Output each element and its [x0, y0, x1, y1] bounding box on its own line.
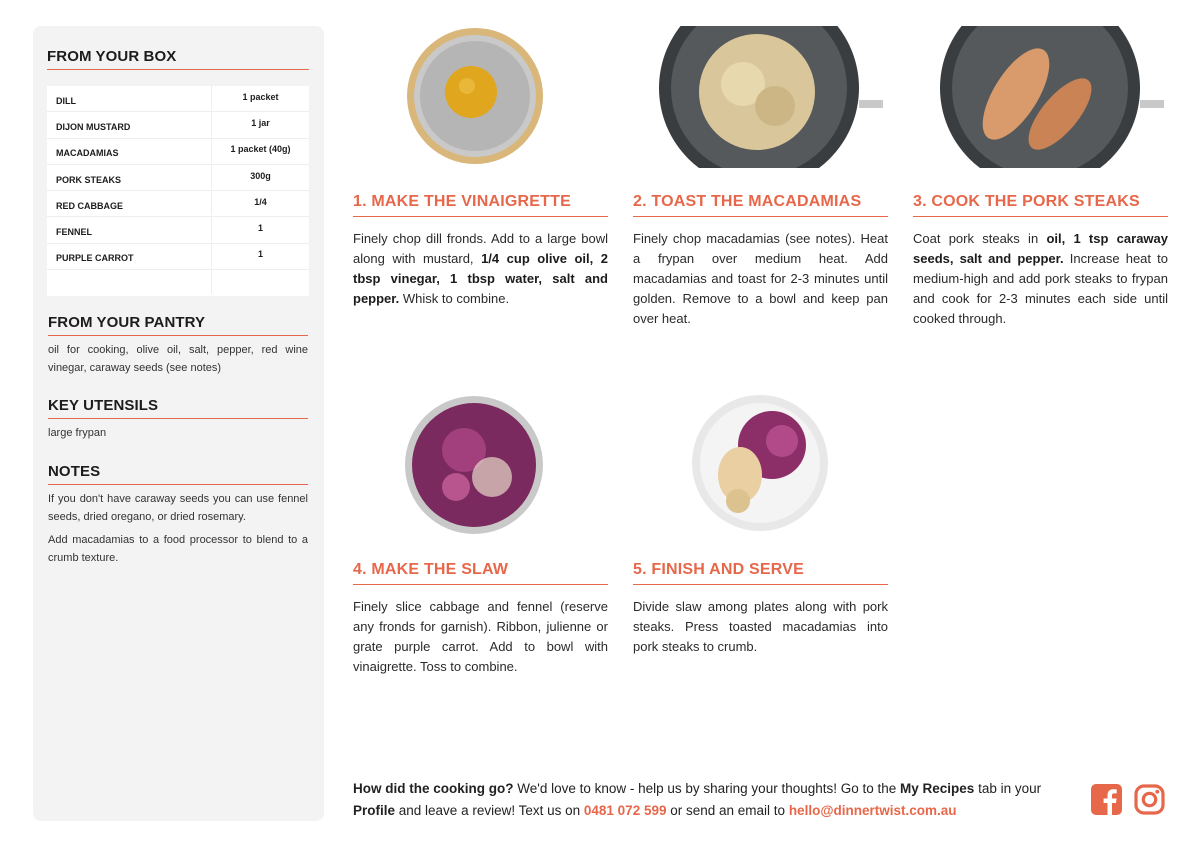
ingredient-name: RED CABBAGE [56, 200, 124, 211]
utensils-title: KEY UTENSILS [48, 397, 308, 419]
ingredient-row [47, 86, 309, 112]
ingredient-name: DILL [56, 95, 76, 106]
step-text-part: Divide slaw among plates along with pork steaks. Press toasted macadamias into pork steaks to crumb. [633, 599, 888, 654]
footer-text: and leave a review! Text us on [395, 803, 584, 818]
ingredient-name: PORK STEAKS [56, 174, 122, 185]
footer-text: tab in your [974, 781, 1042, 796]
ingredient-qty: 1/4 [211, 189, 309, 214]
step-title: 4. MAKE THE SLAW [353, 561, 608, 585]
step-text-bold: oil, 1 tsp caraway seeds, salt and pepper. [913, 231, 1169, 266]
ingredient-row [47, 270, 309, 296]
ingredient-row [47, 244, 309, 270]
note-item: Add macadamias to a food processor to blend to a crumb texture. [48, 534, 308, 564]
my-recipes-label: My Recipes [900, 781, 975, 796]
ingredient-name: MACADAMIAS [56, 148, 119, 159]
step-text [913, 229, 1168, 329]
ingredient-row [47, 139, 309, 165]
step-3 [913, 193, 1168, 329]
ingredient-row [47, 191, 309, 217]
ingredient-row [47, 112, 309, 138]
step-title: 3. COOK THE PORK STEAKS [913, 193, 1168, 217]
step-4 [353, 561, 608, 677]
ingredient-row [47, 217, 309, 243]
step-text-part: Coat pork steaks in [913, 231, 1047, 246]
ingredient-row [47, 165, 309, 191]
ingredient-qty: 300g [211, 163, 309, 188]
step-text [633, 597, 888, 657]
feedback-footer [353, 778, 1073, 822]
ingredient-qty: 1 jar [211, 110, 309, 135]
instagram-icon[interactable] [1134, 784, 1165, 815]
facebook-icon[interactable] [1091, 784, 1122, 815]
notes-section [48, 463, 308, 567]
note-item: If you don't have caraway seeds you can use fennel seeds, dried oregano, or dried rosemary. [48, 493, 308, 523]
step-text [633, 229, 888, 329]
phone-link[interactable]: 0481 072 599 [583, 803, 667, 818]
ingredient-qty: 1 packet [211, 84, 309, 109]
frypan-macadamias-image [655, 26, 883, 168]
frypan-pork-image [936, 26, 1164, 168]
step-text-part: Finely chop dill fronds. Add to a large bowl along with mustard, [353, 231, 608, 266]
ingredient-qty: 1 packet (40g) [211, 137, 309, 162]
footer-text: or send an email to [666, 803, 789, 818]
step-text-part: Increase heat to medium-high and add pork steaks to frypan and cook for 2-3 minutes each side until cooked through. [913, 251, 1168, 326]
step-5 [633, 561, 888, 657]
footer-text: We'd love to know - help us by sharing your thoughts! Go to the [513, 781, 901, 796]
step-title: 5. FINISH AND SERVE [633, 561, 888, 585]
utensils-text: large frypan [48, 427, 107, 439]
profile-label: Profile [353, 803, 396, 818]
bowl-vinaigrette-image [405, 26, 545, 166]
step-text-part: Whisk to combine. [399, 291, 510, 306]
step-text-part: Finely slice cabbage and fennel (reserve any fronds for garnish). Ribbon, julienne or grate purple carrot. Add to bowl with vinaigrette. Toss to combine. [353, 599, 608, 674]
notes-title: NOTES [48, 463, 308, 485]
step-text-bold: 1/4 cup olive oil, 2 tbsp vinegar, 1 tbsp water, salt and pepper. [353, 251, 608, 306]
pantry-section [48, 314, 308, 377]
step-1 [353, 193, 608, 309]
step-title: 1. MAKE THE VINAIGRETTE [353, 193, 608, 217]
utensils-section [48, 397, 308, 443]
ingredient-name: FENNEL [56, 227, 92, 238]
pantry-title: FROM YOUR PANTRY [48, 314, 308, 336]
ingredient-name: PURPLE CARROT [56, 253, 134, 264]
email-link[interactable]: hello@dinnertwist.com.au [788, 803, 957, 818]
ingredients-table [47, 86, 309, 296]
pantry-text: oil for cooking, olive oil, salt, pepper, red wine vinegar, caraway seeds (see notes) [48, 344, 308, 374]
step-text-part: Finely chop macadamias (see notes). Heat a frypan over medium heat. Add macadamias and toast for 2-3 minutes until golden. Remove to a bowl and keep pan over heat. [633, 231, 888, 326]
step-2 [633, 193, 888, 329]
ingredient-qty: 1 [211, 242, 309, 267]
plate-serve-image [690, 393, 830, 533]
step-text [353, 229, 608, 309]
ingredients-sidebar [33, 26, 324, 821]
from-your-box-title: FROM YOUR BOX [47, 48, 309, 70]
step-title: 2. TOAST THE MACADAMIAS [633, 193, 888, 217]
ingredient-qty: 1 [211, 215, 309, 240]
bowl-slaw-image [404, 395, 544, 535]
step-text [353, 597, 608, 677]
feedback-question: How did the cooking go? [353, 781, 514, 796]
ingredient-qty [211, 268, 309, 294]
ingredient-name: DIJON MUSTARD [56, 121, 131, 132]
